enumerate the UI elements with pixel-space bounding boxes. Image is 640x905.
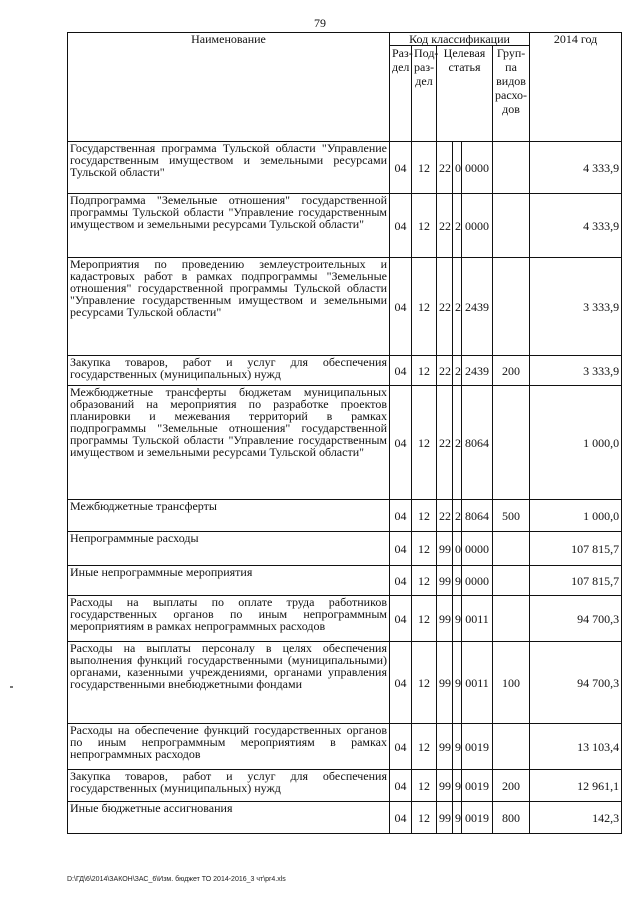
row-expense-group	[493, 532, 530, 566]
row-target-direction: 0000	[462, 566, 493, 596]
row-expense-group	[493, 142, 530, 194]
row-podrazdel: 12	[412, 386, 437, 500]
row-podrazdel: 12	[412, 194, 437, 258]
margin-mark	[10, 686, 13, 688]
row-target-program: 22	[437, 258, 453, 356]
table-row	[68, 802, 622, 834]
table-row	[68, 500, 622, 532]
header-group: Груп-па видов расхо-дов	[493, 46, 530, 142]
header-target: Целевая статья	[437, 46, 493, 142]
row-target-direction: 0000	[462, 142, 493, 194]
table-row	[68, 724, 622, 770]
row-target-subprogram: 9	[453, 802, 462, 834]
row-target-direction: 0011	[462, 596, 493, 642]
row-amount: 4 333,9	[530, 194, 622, 258]
row-name: Межбюджетные трансферты бюджетам муниципальных образований на мероприятия по разработке проектов планировки и межевания территорий в рамках подпрограммы "Земельные отношения" государственной программы Тульской области "Управление государственным имуществом и земельными ресурсами Тульской области"	[68, 386, 390, 500]
row-podrazdel: 12	[412, 532, 437, 566]
row-amount: 3 333,9	[530, 258, 622, 356]
row-expense-group: 800	[493, 802, 530, 834]
row-target-subprogram: 9	[453, 724, 462, 770]
row-target-subprogram: 0	[453, 142, 462, 194]
table-row	[68, 258, 622, 356]
row-podrazdel: 12	[412, 642, 437, 724]
table-row	[68, 642, 622, 724]
table-row	[68, 142, 622, 194]
table-row	[68, 356, 622, 386]
file-path-footer: D:\ГД\6\2014\ЗАКОН\ЗАС_6\Изм. бюджет ТО 2014-2016_3 чт\pr4.xls	[67, 876, 286, 883]
row-name: Подпрограмма "Земельные отношения" государственной программы Тульской области "Управление государственным имуществом и земельными ресурсами Тульской области"	[68, 194, 390, 258]
row-expense-group	[493, 386, 530, 500]
row-target-subprogram: 2	[453, 194, 462, 258]
row-razdel: 04	[390, 802, 412, 834]
row-expense-group	[493, 724, 530, 770]
header-row-1	[68, 33, 622, 46]
row-target-program: 99	[437, 770, 453, 802]
row-razdel: 04	[390, 566, 412, 596]
table-row	[68, 386, 622, 500]
row-target-subprogram: 2	[453, 386, 462, 500]
row-target-subprogram: 2	[453, 500, 462, 532]
header-razdel: Раз-дел	[390, 46, 412, 142]
row-name: Закупка товаров, работ и услуг для обеспечения государственных (муниципальных) нужд	[68, 770, 390, 802]
row-razdel: 04	[390, 142, 412, 194]
row-target-subprogram: 9	[453, 770, 462, 802]
row-podrazdel: 12	[412, 770, 437, 802]
header-year: 2014 год	[530, 33, 622, 142]
row-target-direction: 0019	[462, 770, 493, 802]
row-target-program: 99	[437, 596, 453, 642]
row-target-program: 22	[437, 500, 453, 532]
row-name: Государственная программа Тульской области "Управление государственным имуществом и земельными ресурсами Тульской области"	[68, 142, 390, 194]
row-razdel: 04	[390, 356, 412, 386]
row-target-subprogram: 9	[453, 596, 462, 642]
row-target-program: 22	[437, 194, 453, 258]
row-razdel: 04	[390, 596, 412, 642]
row-target-program: 22	[437, 142, 453, 194]
row-target-program: 99	[437, 802, 453, 834]
row-target-subprogram: 2	[453, 356, 462, 386]
row-expense-group	[493, 194, 530, 258]
row-expense-group	[493, 596, 530, 642]
row-name: Расходы на выплаты по оплате труда работников государственных органов по иным непрограммным мероприятиям в рамках непрограммных расходов	[68, 596, 390, 642]
row-target-direction: 0019	[462, 724, 493, 770]
row-target-program: 99	[437, 724, 453, 770]
row-expense-group	[493, 566, 530, 596]
row-target-program: 22	[437, 386, 453, 500]
row-podrazdel: 12	[412, 596, 437, 642]
row-razdel: 04	[390, 258, 412, 356]
row-expense-group	[493, 258, 530, 356]
table-row	[68, 194, 622, 258]
row-amount: 13 103,4	[530, 724, 622, 770]
row-podrazdel: 12	[412, 802, 437, 834]
row-target-program: 99	[437, 532, 453, 566]
row-amount: 1 000,0	[530, 386, 622, 500]
row-amount: 4 333,9	[530, 142, 622, 194]
row-razdel: 04	[390, 724, 412, 770]
row-razdel: 04	[390, 386, 412, 500]
row-amount: 94 700,3	[530, 596, 622, 642]
row-name: Расходы на обеспечение функций государственных органов по иным непрограммным мероприятиям в рамках непрограммных расходов	[68, 724, 390, 770]
header-code-group: Код классификации	[390, 33, 530, 46]
row-amount: 142,3	[530, 802, 622, 834]
row-target-subprogram: 9	[453, 566, 462, 596]
row-expense-group: 500	[493, 500, 530, 532]
row-target-direction: 0000	[462, 532, 493, 566]
row-name: Непрограммные расходы	[68, 532, 390, 566]
page-number: 79	[314, 16, 326, 30]
row-target-direction: 0019	[462, 802, 493, 834]
budget-table	[67, 32, 622, 834]
row-podrazdel: 12	[412, 566, 437, 596]
row-razdel: 04	[390, 500, 412, 532]
row-amount: 94 700,3	[530, 642, 622, 724]
table-row	[68, 566, 622, 596]
row-expense-group: 100	[493, 642, 530, 724]
row-target-direction: 2439	[462, 258, 493, 356]
row-target-direction: 0011	[462, 642, 493, 724]
row-name: Межбюджетные трансферты	[68, 500, 390, 532]
row-target-subprogram: 2	[453, 258, 462, 356]
header-podrazdel: Под-раз-дел	[412, 46, 437, 142]
table-row	[68, 532, 622, 566]
row-amount: 12 961,1	[530, 770, 622, 802]
table-row	[68, 596, 622, 642]
row-name: Мероприятия по проведению землеустроительных и кадастровых работ в рамках подпрограммы "Земельные отношения" государственной программы Тульской области "Управление государственным имуществом и земельными ресурсами Тульской области"	[68, 258, 390, 356]
row-target-program: 99	[437, 642, 453, 724]
row-name: Расходы на выплаты персоналу в целях обеспечения выполнения функций государственными (муниципальными) органами, казенными учреждениями, органами управления государственными внебюджетными фондами	[68, 642, 390, 724]
row-target-direction: 8064	[462, 386, 493, 500]
row-name: Закупка товаров, работ и услуг для обеспечения государственных (муниципальных) нужд	[68, 356, 390, 386]
row-razdel: 04	[390, 770, 412, 802]
row-target-program: 99	[437, 566, 453, 596]
row-razdel: 04	[390, 642, 412, 724]
row-target-direction: 0000	[462, 194, 493, 258]
row-podrazdel: 12	[412, 258, 437, 356]
table-row	[68, 770, 622, 802]
row-target-subprogram: 0	[453, 532, 462, 566]
row-amount: 107 815,7	[530, 566, 622, 596]
row-target-subprogram: 9	[453, 642, 462, 724]
row-razdel: 04	[390, 194, 412, 258]
row-name: Иные непрограммные мероприятия	[68, 566, 390, 596]
header-name: Наименование	[68, 33, 390, 142]
row-razdel: 04	[390, 532, 412, 566]
row-target-direction: 8064	[462, 500, 493, 532]
row-name: Иные бюджетные ассигнования	[68, 802, 390, 834]
row-amount: 3 333,9	[530, 356, 622, 386]
row-target-direction: 2439	[462, 356, 493, 386]
row-podrazdel: 12	[412, 356, 437, 386]
row-podrazdel: 12	[412, 500, 437, 532]
row-target-program: 22	[437, 356, 453, 386]
row-amount: 107 815,7	[530, 532, 622, 566]
table-body	[68, 142, 622, 834]
row-podrazdel: 12	[412, 142, 437, 194]
row-expense-group: 200	[493, 356, 530, 386]
row-amount: 1 000,0	[530, 500, 622, 532]
row-expense-group: 200	[493, 770, 530, 802]
row-podrazdel: 12	[412, 724, 437, 770]
